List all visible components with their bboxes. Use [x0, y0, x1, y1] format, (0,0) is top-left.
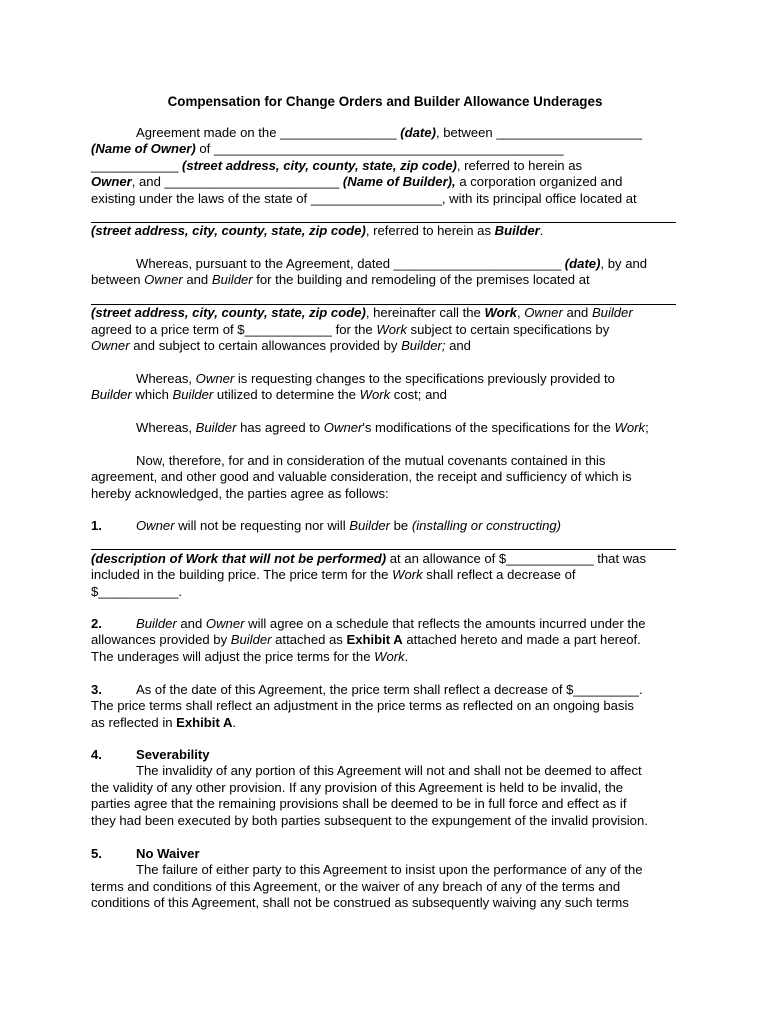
section-text: shall reflect a decrease of [422, 567, 576, 583]
intro-text: Agreement made on the ________________ [136, 125, 401, 140]
whereas-text: agreed to a price term of $____________ for the [91, 321, 377, 337]
section-text: they had been executed by both parties subsequent to the expungement of the invalid provision. [91, 812, 648, 828]
owner-term: Owner [205, 616, 245, 631]
intro-text: , referred to herein as [456, 157, 583, 173]
section-1 [91, 518, 681, 600]
whereas-text: and subject to certain allowances provided by [129, 337, 402, 353]
exhibit-a-term: Exhibit A [176, 714, 233, 730]
blank-line [91, 289, 676, 305]
intro-text: of ________________________________________________ [195, 141, 564, 157]
owner-term: Owner [91, 337, 130, 353]
work-term: Work [614, 420, 646, 435]
address-placeholder: (street address, city, county, state, zip code) [91, 305, 366, 321]
work-term: Work [359, 387, 391, 403]
owner-name-placeholder: (Name of Owner) [91, 141, 196, 157]
section-text: attached as [271, 632, 347, 648]
builder-term: Builder [136, 616, 177, 631]
section-text: attached hereto and made a part hereof. [402, 632, 641, 648]
whereas-text: which [131, 387, 173, 403]
section-text: . [232, 714, 237, 730]
section-text: The underages will adjust the price terms for the [91, 648, 375, 664]
whereas-text: and [445, 337, 471, 353]
intro-text: existing under the laws of the state of __________________, with its principal office located at [91, 190, 637, 206]
owner-term: Owner [524, 305, 563, 321]
address-placeholder: (street address, city, county, state, zip code) [182, 157, 457, 173]
section-text: parties agree that the remaining provisions shall be deemed to be in full force and effect as if [91, 796, 627, 812]
owner-term: Owner [91, 174, 132, 190]
whereas-paragraph-2 [91, 371, 681, 404]
whereas-text: for the building and remodeling of the premises located at [252, 272, 590, 288]
builder-term: Builder; [401, 337, 446, 353]
whereas-text: Whereas, [136, 371, 196, 386]
whereas-text: , hereinafter call the [365, 305, 485, 321]
work-term: Work [376, 321, 407, 337]
section-text: will not be requesting nor will [174, 518, 350, 533]
whereas-text: subject to certain specifications by [406, 321, 610, 337]
builder-term: Builder [591, 305, 633, 321]
intro-paragraph [91, 125, 681, 240]
section-number: 5. [91, 846, 102, 861]
whereas-text: has agreed to [236, 420, 324, 435]
date-placeholder: (date) [564, 256, 601, 271]
section-text: The invalidity of any portion of this Agreement will not and shall not be deemed to affect [136, 763, 642, 779]
intro-text: a corporation organized and [455, 174, 623, 190]
exhibit-a-term: Exhibit A [346, 632, 403, 648]
section-text: included in the building price. The price term for the [91, 567, 393, 583]
intro-text: , referred to herein as [365, 223, 495, 239]
builder-term: Builder [230, 632, 272, 648]
builder-term: Builder [349, 518, 391, 533]
builder-name-placeholder: (Name of Builder), [342, 174, 456, 190]
owner-term: Owner [144, 272, 183, 288]
section-number: 3. [91, 682, 102, 697]
owner-term: Owner [195, 371, 235, 386]
paragraph-line: Now, therefore, for and in consideration of the mutual covenants contained in this [136, 453, 606, 468]
address-placeholder: (street address, city, county, state, zip code) [91, 223, 366, 239]
section-text: the validity of any other provision. If any provision of this Agreement is held to be invalid, the [91, 779, 624, 795]
whereas-paragraph-1 [91, 256, 681, 354]
intro-text: , between ____________________ [435, 125, 642, 140]
work-term: Work [374, 648, 405, 664]
section-text: As of the date of this Agreement, the price term shall reflect a decrease of $_________. [136, 682, 643, 697]
work-term: Work [392, 567, 423, 583]
owner-term: Owner [136, 518, 175, 533]
section-heading: No Waiver [136, 846, 200, 861]
section-text: The failure of either party to this Agreement to insist upon the performance of any of the [136, 862, 643, 878]
document-title: Compensation for Change Orders and Builder Allowance Underages [167, 94, 603, 109]
owner-term: Owner [323, 420, 363, 435]
section-3 [91, 682, 681, 731]
whereas-text: Whereas, pursuant to the Agreement, dated _______________________ [136, 256, 565, 271]
builder-term: Builder [195, 420, 237, 435]
section-heading: Severability [136, 747, 210, 762]
whereas-text: between [91, 272, 145, 288]
description-placeholder: (description of Work that will not be performed) [91, 550, 387, 566]
section-text: . [404, 648, 409, 664]
section-4-severability [91, 747, 681, 829]
section-number: 1. [91, 518, 102, 533]
whereas-text: is requesting changes to the specifications previously provided to [234, 371, 615, 386]
blank-line [91, 534, 676, 550]
section-text: conditions of this Agreement, shall not be construed as subsequently waiving any such terms [91, 895, 629, 911]
intro-text: . [539, 223, 544, 239]
section-text: terms and conditions of this Agreement, or the waiver of any breach of any of the terms and [91, 878, 621, 894]
blank-line [91, 207, 676, 223]
intro-text: ____________ [91, 157, 183, 173]
section-text: and [176, 616, 206, 631]
whereas-text: , by and [600, 256, 648, 271]
whereas-text: 's modifications of the specifications for the [362, 420, 615, 435]
builder-term: Builder [172, 387, 214, 403]
section-text: allowances provided by [91, 632, 231, 648]
date-placeholder: (date) [400, 125, 436, 140]
builder-term: Builder [494, 223, 540, 239]
now-therefore-paragraph [91, 453, 681, 502]
whereas-text: cost; and [390, 387, 447, 403]
section-text: $___________. [91, 583, 183, 599]
section-text: be [390, 518, 412, 533]
whereas-text: utilized to determine the [213, 387, 360, 403]
section-text: The price terms shall reflect an adjustment in the price terms as reflected on an ongoing basis [91, 698, 634, 714]
whereas-text: ; [645, 420, 649, 435]
whereas-text: and [182, 272, 212, 288]
section-number: 2. [91, 616, 102, 631]
whereas-text: , [516, 305, 525, 321]
section-text: at an allowance of $____________ that was [386, 550, 647, 566]
paragraph-line: agreement, and other good and valuable consideration, the receipt and sufficiency of which is [91, 469, 632, 485]
section-5-no-waiver [91, 846, 681, 912]
section-text: as reflected in [91, 714, 177, 730]
builder-term: Builder [211, 272, 253, 288]
whereas-text: and [562, 305, 592, 321]
section-number: 4. [91, 747, 102, 762]
paragraph-line: hereby acknowledged, the parties agree as follows: [91, 485, 389, 501]
work-term: Work [484, 305, 517, 321]
whereas-text: Whereas, [136, 420, 196, 435]
installing-placeholder: (installing or constructing) [411, 518, 562, 533]
whereas-paragraph-3 [91, 420, 681, 436]
builder-term: Builder [91, 387, 132, 403]
intro-text: , and ________________________ [131, 174, 343, 190]
section-2 [91, 616, 681, 665]
section-text: will agree on a schedule that reflects the amounts incurred under the [244, 616, 646, 631]
